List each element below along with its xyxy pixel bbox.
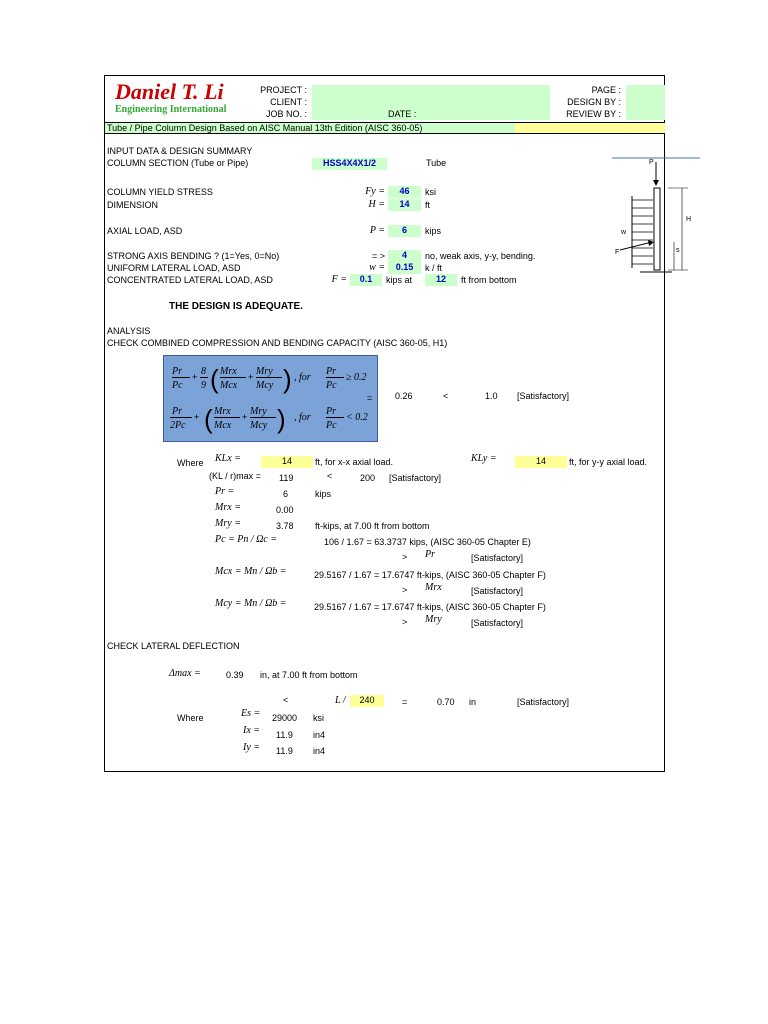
iy-label: Iy = bbox=[243, 742, 261, 753]
h-unit: ft bbox=[425, 200, 431, 210]
mcx-compare: Mrx bbox=[425, 582, 442, 593]
formula-mrx-1: Mrx bbox=[220, 366, 237, 377]
title-bar bbox=[105, 122, 515, 134]
formula-pr-4: Pr bbox=[326, 406, 336, 417]
deflection-where: Where bbox=[177, 713, 204, 723]
iy-unit: in4 bbox=[313, 746, 326, 756]
klr-lt: < bbox=[327, 471, 333, 481]
page-field[interactable] bbox=[626, 85, 665, 120]
interaction-formula: Pr Pc + 8 9 ( Mrx Mcx + Mry Mcy ) , for Pr Pc ≥ 0.2 Pr 2Pc + ( Mrx Mcx + Mry Mcy ) , for Pr Pc < 0.2 bbox=[163, 355, 378, 442]
klr-label: (KL / r)max = bbox=[209, 471, 261, 481]
section-input[interactable]: HSS4X4X1/2 bbox=[312, 158, 387, 170]
formula-nine: 9 bbox=[201, 380, 206, 391]
pc-label: Pc = Pn / Ωc = bbox=[215, 534, 278, 545]
klr-value: 119 bbox=[279, 473, 294, 483]
ix-label: Ix = bbox=[243, 725, 261, 736]
f-input[interactable]: 0.1 bbox=[350, 274, 382, 286]
combined-value: 0.26 bbox=[395, 391, 413, 401]
formula-2pc: 2Pc bbox=[170, 420, 186, 431]
mry-label: Mry = bbox=[215, 518, 241, 529]
project-label: PROJECT : bbox=[260, 85, 307, 95]
fraction-bar bbox=[172, 377, 190, 378]
w-input[interactable]: 0.15 bbox=[388, 262, 421, 274]
mrx-value: 0.00 bbox=[276, 505, 294, 515]
pc-gt: > bbox=[402, 552, 408, 562]
bend-note: no, weak axis, y-y, bending. bbox=[425, 251, 536, 261]
ix-unit: in4 bbox=[313, 730, 326, 740]
review-by-label: REVIEW BY : bbox=[566, 109, 621, 119]
kly-note: ft, for y-y axial load. bbox=[569, 457, 648, 467]
diagram-s-label: s bbox=[676, 247, 680, 254]
client-label: CLIENT : bbox=[270, 97, 307, 107]
l-ratio-input[interactable]: 240 bbox=[350, 695, 384, 707]
diagram-f-label: F bbox=[615, 249, 620, 256]
formula-mcx-1: Mcx bbox=[220, 380, 238, 391]
combined-limit: 1.0 bbox=[485, 391, 498, 401]
mcy-gt: > bbox=[402, 617, 408, 627]
h-input[interactable]: 14 bbox=[388, 199, 421, 211]
bend-input[interactable]: 4 bbox=[388, 250, 421, 262]
combined-status: [Satisfactory] bbox=[517, 391, 570, 401]
mcy-compare: Mry bbox=[425, 614, 442, 625]
mcy-status: [Satisfactory] bbox=[471, 618, 524, 628]
mcy-label: Mcy = Mn / Ωb = bbox=[215, 598, 287, 609]
input-heading: INPUT DATA & DESIGN SUMMARY bbox=[107, 146, 253, 156]
page-label: PAGE : bbox=[591, 85, 621, 95]
axial-load-arrow-icon bbox=[653, 180, 659, 186]
es-label: Es = bbox=[241, 708, 261, 719]
section-label: COLUMN SECTION (Tube or Pipe) bbox=[107, 158, 249, 168]
dmax-value: 0.39 bbox=[226, 670, 244, 680]
kly-input[interactable]: 14 bbox=[515, 456, 567, 468]
p-input[interactable]: 6 bbox=[388, 225, 421, 237]
formula-mry-1: Mry bbox=[256, 366, 273, 377]
klr-limit: 200 bbox=[360, 473, 376, 483]
formula-pc-1: Pc bbox=[172, 380, 183, 391]
mry-value: 3.78 bbox=[276, 521, 294, 531]
formula-mcx-2: Mcx bbox=[214, 420, 232, 431]
p-label: AXIAL LOAD, ASD bbox=[107, 226, 183, 236]
pc-calc: 106 / 1.67 = 63.3737 kips, (AISC 360-05 Chapter E) bbox=[324, 537, 531, 547]
bend-symbol: = > bbox=[371, 251, 385, 261]
job-label: JOB NO. : bbox=[265, 109, 307, 119]
p-symbol: P = bbox=[369, 225, 385, 236]
combined-heading: CHECK COMBINED COMPRESSION AND BENDING CAPACITY (AISC 360-05, H1) bbox=[107, 338, 448, 348]
klx-input[interactable]: 14 bbox=[261, 456, 313, 468]
f-label: CONCENTRATED LATERAL LOAD, ASD bbox=[107, 275, 273, 285]
analysis-heading: ANALYSIS bbox=[107, 326, 151, 336]
klr-status: [Satisfactory] bbox=[389, 473, 442, 483]
f-location-unit: ft from bottom bbox=[461, 275, 517, 285]
bend-label: STRONG AXIS BENDING ? (1=Yes, 0=No) bbox=[107, 251, 280, 261]
dmax-label: Δmax = bbox=[169, 668, 201, 679]
title-bar-right bbox=[515, 122, 665, 134]
mcx-gt: > bbox=[402, 585, 408, 595]
company-subtitle: Engineering International bbox=[115, 104, 227, 115]
design-result: THE DESIGN IS ADEQUATE. bbox=[169, 301, 303, 312]
formula-pr-3: Pr bbox=[172, 406, 182, 417]
column-shape bbox=[654, 188, 660, 270]
formula-eight: 8 bbox=[201, 366, 206, 377]
w-label: UNIFORM LATERAL LOAD, ASD bbox=[107, 263, 241, 273]
ix-value: 11.9 bbox=[276, 730, 293, 740]
p-unit: kips bbox=[425, 226, 442, 236]
company-logo: Daniel T. Li bbox=[115, 79, 224, 104]
date-label: DATE : bbox=[388, 109, 417, 119]
formula-pc-4: Pc bbox=[326, 420, 337, 431]
formula-ge: ≥ 0.2 bbox=[346, 372, 367, 383]
where-label: Where bbox=[177, 458, 204, 468]
f-unit: kips at bbox=[386, 275, 413, 285]
mcy-calc: 29.5167 / 1.67 = 17.6747 ft-kips, (AISC 360-05 Chapter F) bbox=[314, 602, 546, 612]
mcx-calc: 29.5167 / 1.67 = 17.6747 ft-kips, (AISC 360-05 Chapter F) bbox=[314, 570, 546, 580]
diagram-p-label: P bbox=[649, 159, 654, 166]
h-symbol: H = bbox=[368, 199, 385, 210]
mcx-label: Mcx = Mn / Ωb = bbox=[215, 566, 287, 577]
formula-pr-2: Pr bbox=[326, 366, 336, 377]
design-by-label: DESIGN BY : bbox=[567, 97, 621, 107]
deflection-eq: = bbox=[402, 697, 408, 707]
kly-label: KLy = bbox=[471, 453, 497, 464]
project-field[interactable] bbox=[312, 85, 550, 120]
es-value: 29000 bbox=[272, 713, 298, 723]
calc-sheet bbox=[104, 75, 692, 772]
deflection-status: [Satisfactory] bbox=[517, 697, 570, 707]
dmax-note: in, at 7.00 ft from bottom bbox=[260, 670, 358, 680]
formula-pc-2: Pc bbox=[326, 380, 337, 391]
formula-equals: = bbox=[367, 393, 373, 403]
formula-mcy-2: Mcy bbox=[250, 420, 268, 431]
section-type: Tube bbox=[426, 158, 447, 168]
f-location-input[interactable]: 12 bbox=[425, 274, 457, 286]
column-diagram bbox=[600, 156, 700, 276]
pr-value: 6 bbox=[283, 489, 289, 499]
mcx-status: [Satisfactory] bbox=[471, 586, 524, 596]
l-label: L / bbox=[335, 695, 346, 706]
klx-label: KLx = bbox=[215, 453, 241, 464]
formula-mcy-1: Mcy bbox=[256, 380, 274, 391]
pr-label: Pr = bbox=[215, 486, 235, 497]
formula-pr-1: Pr bbox=[172, 366, 182, 377]
fy-symbol: Fy = bbox=[365, 186, 385, 197]
combined-lt: < bbox=[443, 391, 449, 401]
allow-value: 0.70 bbox=[437, 697, 455, 707]
pr-unit: kips bbox=[315, 489, 332, 499]
mrx-label: Mrx = bbox=[215, 502, 241, 513]
lateral-load-arrow-icon bbox=[648, 240, 654, 246]
formula-for-1: , for bbox=[294, 372, 311, 383]
fy-input[interactable]: 46 bbox=[388, 186, 421, 198]
fy-label: COLUMN YIELD STRESS bbox=[107, 187, 213, 197]
w-unit: k / ft bbox=[425, 263, 443, 273]
mry-note: ft-kips, at 7.00 ft from bottom bbox=[315, 521, 430, 531]
f-symbol: F = bbox=[331, 274, 347, 285]
deflection-lt: < bbox=[283, 695, 289, 705]
formula-mry-2: Mry bbox=[250, 406, 267, 417]
formula-mrx-2: Mrx bbox=[214, 406, 231, 417]
sheet-title: Tube / Pipe Column Design Based on AISC Manual 13th Edition (AISC 360-05) bbox=[107, 123, 423, 133]
diagram-h-label: H bbox=[686, 216, 692, 223]
pc-compare: Pr bbox=[425, 549, 435, 560]
allow-unit: in bbox=[469, 697, 477, 707]
es-unit: ksi bbox=[313, 713, 324, 723]
klx-note: ft, for x-x axial load. bbox=[315, 457, 394, 467]
diagram-w-label: w bbox=[621, 229, 627, 236]
formula-for-2: , for bbox=[294, 412, 311, 423]
fy-unit: ksi bbox=[425, 187, 436, 197]
iy-value: 11.9 bbox=[276, 746, 293, 756]
w-symbol: w = bbox=[369, 262, 385, 273]
pc-status: [Satisfactory] bbox=[471, 553, 524, 563]
formula-lt: < 0.2 bbox=[346, 412, 368, 423]
deflection-heading: CHECK LATERAL DEFLECTION bbox=[107, 641, 240, 651]
h-label: DIMENSION bbox=[107, 200, 159, 210]
